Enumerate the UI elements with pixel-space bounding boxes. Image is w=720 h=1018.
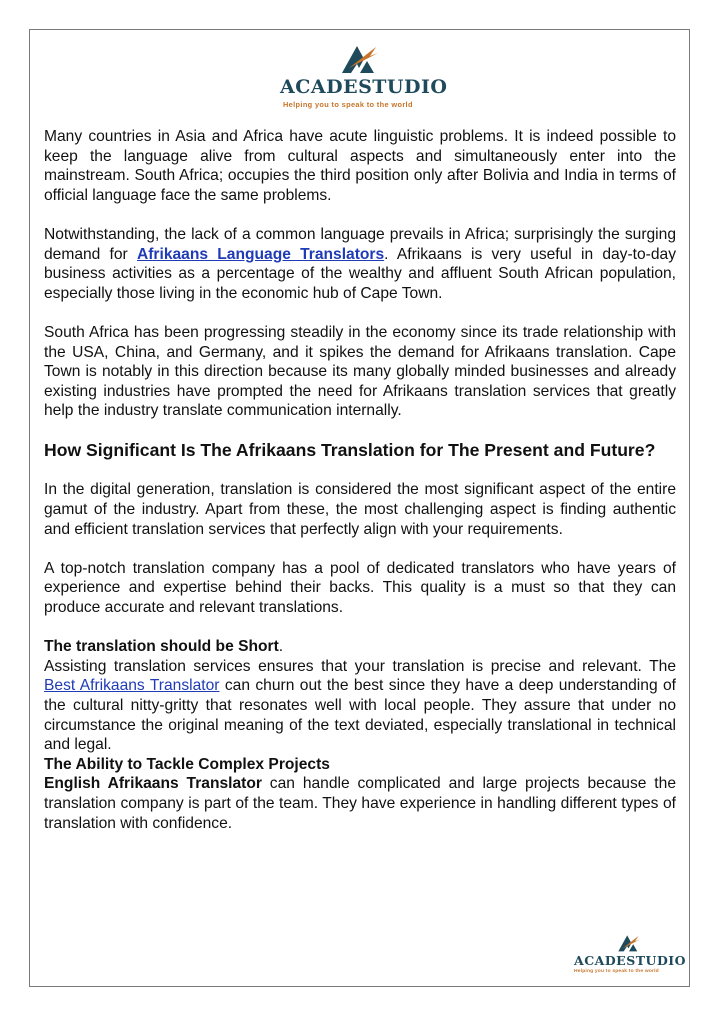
paragraph: Notwithstanding, the lack of a common language prevails in Africa; surprisingly the surging demand for Afrikaans Language Translators. Afrikaans is very useful in day-to-day business activities as a percentage of the wealthy and affluent South African population, especially those living in the economic hub of Cape Town.: [44, 225, 676, 302]
afrikaans-language-translators-link[interactable]: Afrikaans Language Translators: [136, 245, 385, 263]
header-logo: [280, 42, 448, 110]
paragraph: South Africa has been progressing steadily in the economy since its trade relationship with the USA, China, and Germany, and it spikes the demand for Afrikaans translation. Cape Town is notably in this direction because its many globally minded businesses and already existing industries have prompted the need for Afrikaans translation services that greatly help the industry translate communication internally.: [44, 323, 676, 420]
logo-mark-icon: [340, 42, 380, 74]
document-body: [44, 127, 676, 833]
logo-name: ACADESTUDIO: [280, 76, 448, 98]
paragraph: In the digital generation, translation is considered the most significant aspect of the entire gamut of the industry. Apart from these, the most challenging aspect is finding authentic and efficient translation services that perfectly align with your requirements.: [44, 481, 676, 538]
subheading-complex: The Ability to Tackle Complex Projects: [44, 755, 330, 773]
logo-tagline: Helping you to speak to the world: [283, 100, 413, 109]
section-heading: How Significant Is The Afrikaans Translation for The Present and Future?: [44, 439, 656, 460]
logo-mark-icon: [617, 933, 641, 952]
logo-tagline: Helping you to speak to the world: [574, 969, 659, 974]
paragraph: A top-notch translation company has a pool of dedicated translators who have years of experience and expertise behind their backs. This quality is a must so that they can produce accurate and relevant translations.: [44, 559, 676, 616]
paragraph: English Afrikaans Translator can handle complicated and large projects because the translation company is part of the team. They have experience in handling different types of translation with confidence.: [44, 775, 676, 832]
footer-logo: [573, 933, 687, 975]
subheading-short: The translation should be Short.: [44, 638, 284, 656]
paragraph: Many countries in Asia and Africa have acute linguistic problems. It is indeed possible to keep the language alive from cultural aspects and simultaneously enter into the mainstream. South Africa; occupies the third position only after Bolivia and India in terms of official language face the same problems.: [44, 128, 676, 204]
logo-name: ACADESTUDIO: [574, 953, 687, 968]
paragraph: Assisting translation services ensures that your translation is precise and relevant. The Best Afrikaans Translator can churn out the best since they have a deep understanding of the cultural nitty-gritty that resonates well with local people. They assure that under no circumstance the original meaning of the text deviated, especially translational in technical and legal.: [44, 657, 677, 754]
best-afrikaans-translator-link[interactable]: Best Afrikaans Translator: [44, 677, 220, 695]
